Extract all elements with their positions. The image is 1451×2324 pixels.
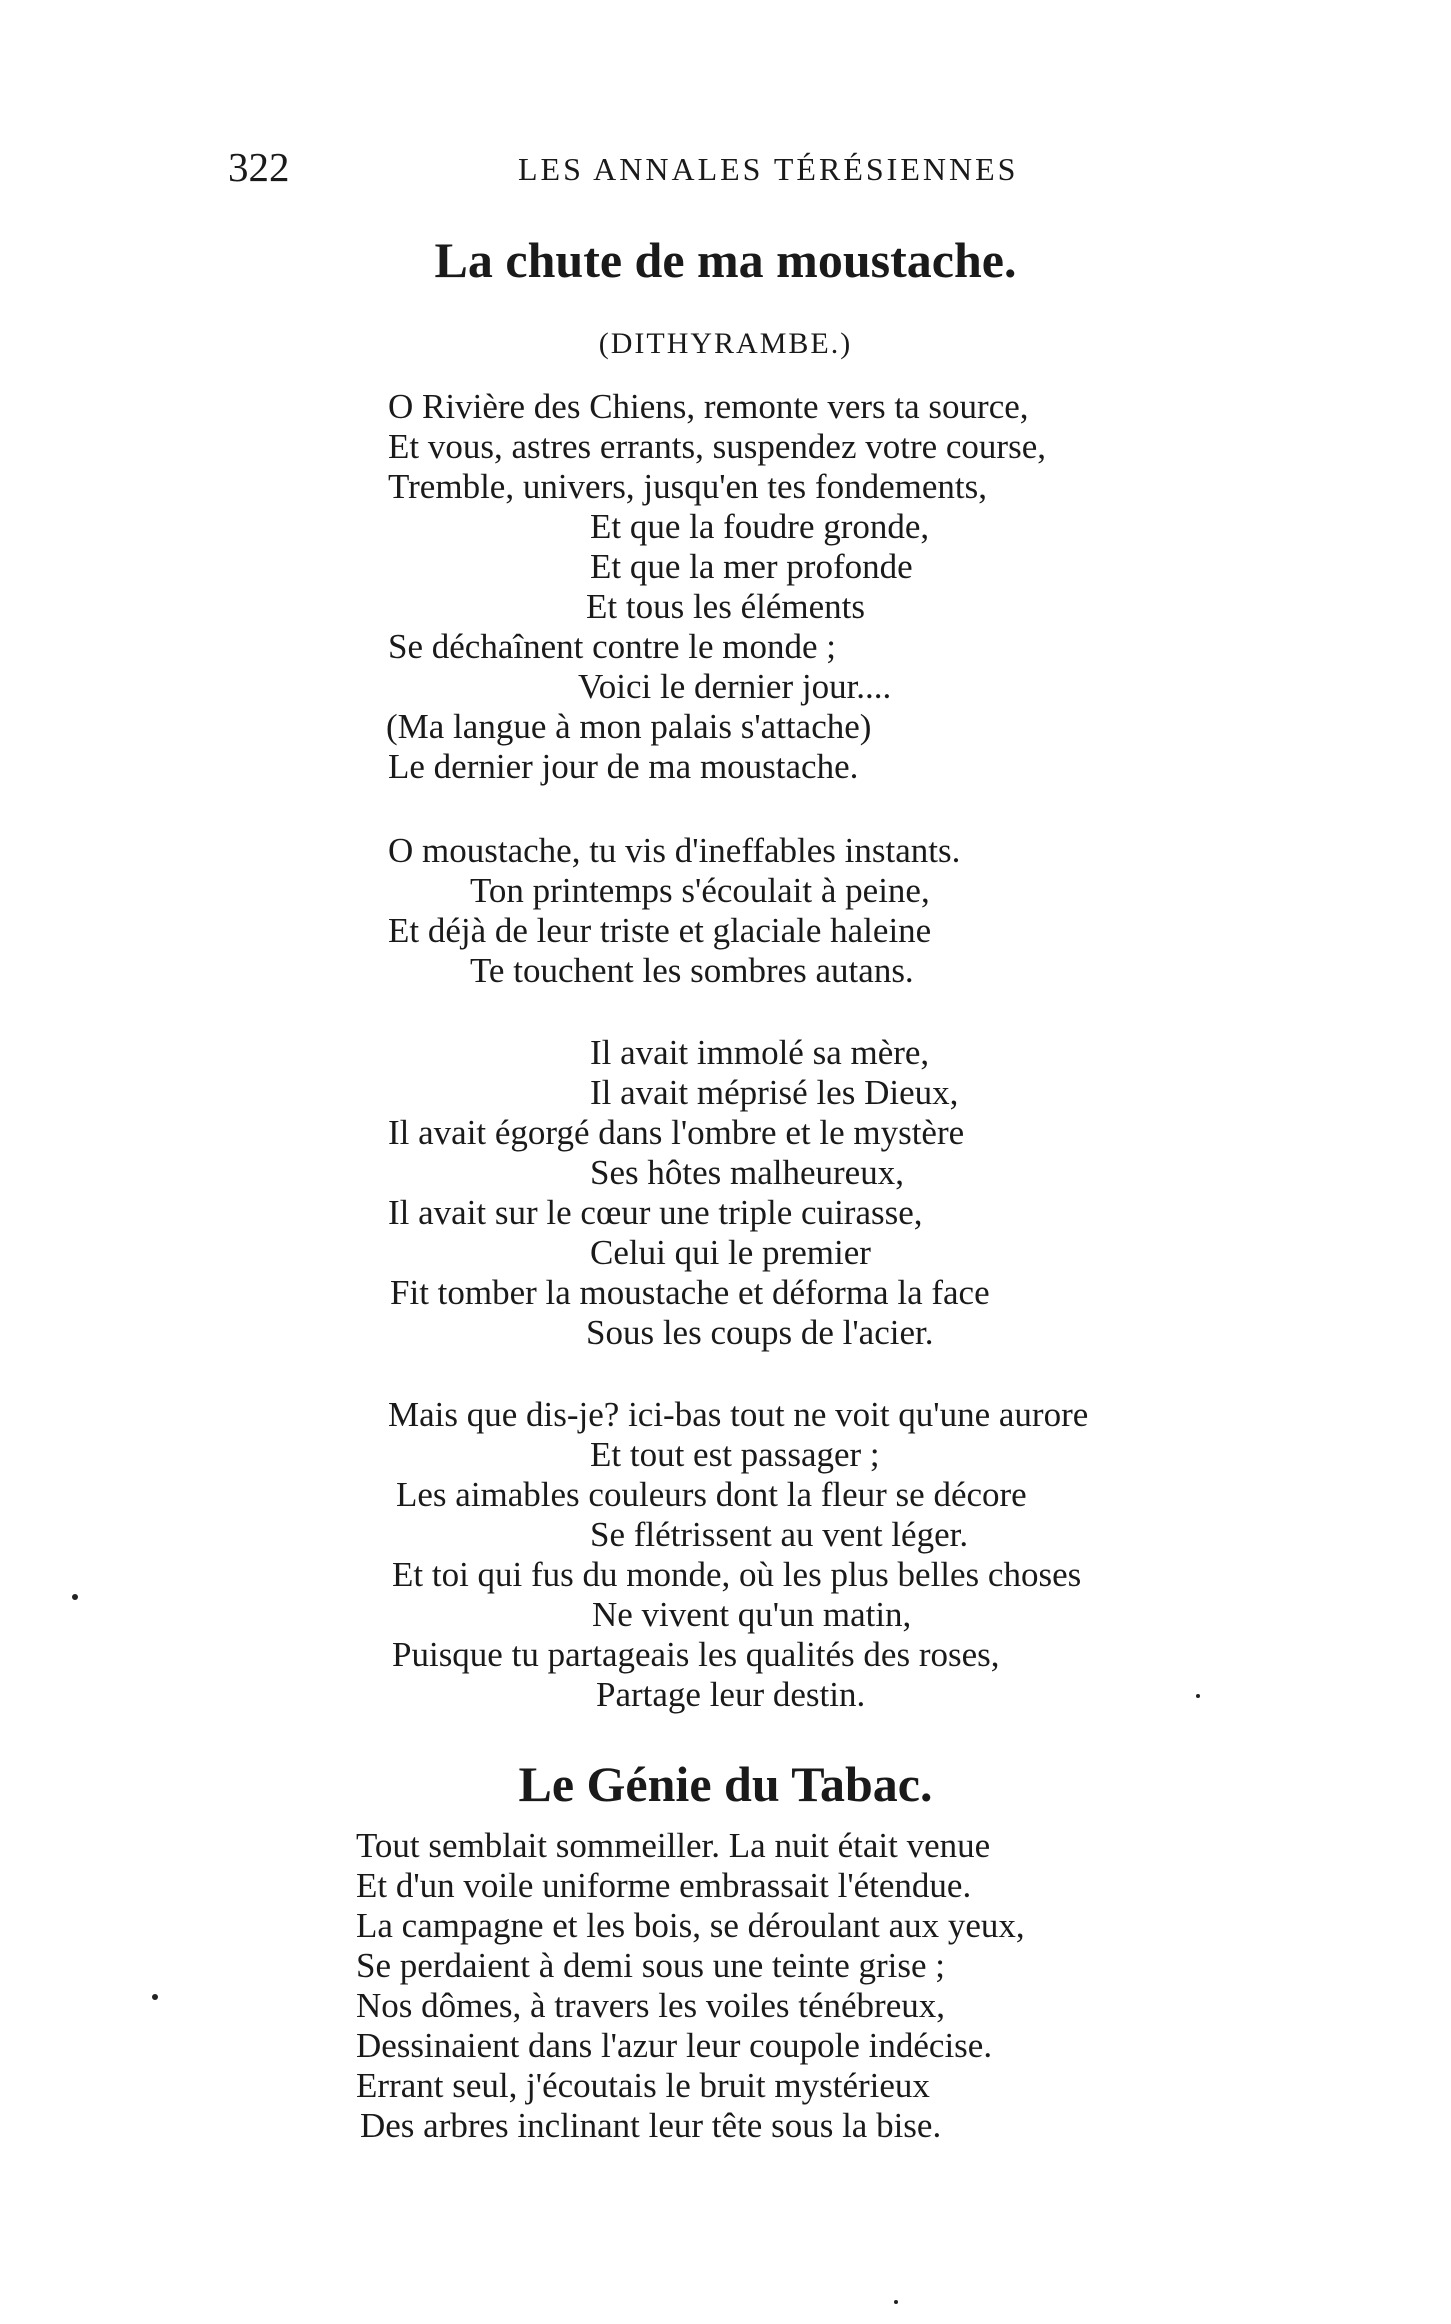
- verse-line: Et que la foudre gronde,: [590, 507, 930, 546]
- verse-line: Et toi qui fus du monde, où les plus belles choses: [392, 1555, 1082, 1594]
- poem-subtitle: (DITHYRAMBE.): [598, 327, 853, 360]
- verse-line: Il avait sur le cœur une triple cuirasse,: [388, 1193, 923, 1232]
- verse-line: Des arbres inclinant leur tête sous la bise.: [360, 2106, 942, 2145]
- verse-line: Et tout est passager ;: [590, 1435, 880, 1474]
- verse-line: Voici le dernier jour....: [578, 667, 892, 706]
- verse-line: Les aimables couleurs dont la fleur se décore: [396, 1475, 1027, 1514]
- verse-line: Tremble, univers, jusqu'en tes fondements,: [388, 467, 987, 506]
- print-speck: [894, 2300, 898, 2304]
- verse-line: Puisque tu partageais les qualités des roses,: [392, 1635, 1000, 1674]
- verse-line: Il avait méprisé les Dieux,: [590, 1073, 959, 1112]
- verse-line: (Ma langue à mon palais s'attache): [386, 707, 872, 746]
- verse-line: Ton printemps s'écoulait à peine,: [470, 871, 930, 910]
- verse-line: Tout semblait sommeiller. La nuit était venue: [356, 1826, 991, 1865]
- verse-line: Mais que dis-je? ici-bas tout ne voit qu'une aurore: [388, 1395, 1089, 1434]
- print-speck: [152, 1994, 158, 2000]
- verse-line: Dessinaient dans l'azur leur coupole indécise.: [356, 2026, 993, 2065]
- verse-line: Se déchaînent contre le monde ;: [388, 627, 837, 666]
- verse-line: Il avait immolé sa mère,: [590, 1033, 930, 1072]
- verse-line: Celui qui le premier: [590, 1233, 871, 1272]
- print-speck: [1196, 1694, 1200, 1698]
- page-header: [228, 142, 1068, 192]
- verse-line: Ne vivent qu'un matin,: [592, 1595, 912, 1634]
- verse-line: Et vous, astres errants, suspendez votre course,: [388, 427, 1046, 466]
- verse-line: Et que la mer profonde: [590, 547, 913, 586]
- verse-line: Et déjà de leur triste et glaciale haleine: [388, 911, 932, 950]
- verse-line: Le dernier jour de ma moustache.: [388, 747, 859, 786]
- verse-line: Errant seul, j'écoutais le bruit mystérieux: [356, 2066, 930, 2105]
- poem-title: La chute de ma moustache.: [434, 232, 1017, 288]
- verse-line: O moustache, tu vis d'ineffables instants.: [388, 831, 961, 870]
- verse-line: Se perdaient à demi sous une teinte grise ;: [356, 1946, 946, 1985]
- verse-line: Il avait égorgé dans l'ombre et le mystère: [388, 1113, 965, 1152]
- running-title: LES ANNALES TÉRÉSIENNES: [518, 151, 1019, 187]
- print-speck: [72, 1594, 78, 1600]
- verse-line: Et d'un voile uniforme embrassait l'étendue.: [356, 1866, 972, 1905]
- poem-title: Le Génie du Tabac.: [518, 1756, 933, 1812]
- verse-line: Te touchent les sombres autans.: [470, 951, 914, 990]
- page-number: 322: [228, 144, 290, 190]
- verse-line: Se flétrissent au vent léger.: [590, 1515, 969, 1554]
- verse-line: Sous les coups de l'acier.: [586, 1313, 934, 1352]
- verse-line: Nos dômes, à travers les voiles ténébreux,: [356, 1986, 946, 2025]
- verse-line: Fit tomber la moustache et déforma la face: [390, 1273, 990, 1312]
- verse-line: O Rivière des Chiens, remonte vers ta source,: [388, 387, 1029, 426]
- verse-line: La campagne et les bois, se déroulant aux yeux,: [356, 1906, 1025, 1945]
- verse-line: Et tous les éléments: [586, 587, 865, 626]
- verse-line: Ses hôtes malheureux,: [590, 1153, 904, 1192]
- verse-line: Partage leur destin.: [596, 1675, 866, 1714]
